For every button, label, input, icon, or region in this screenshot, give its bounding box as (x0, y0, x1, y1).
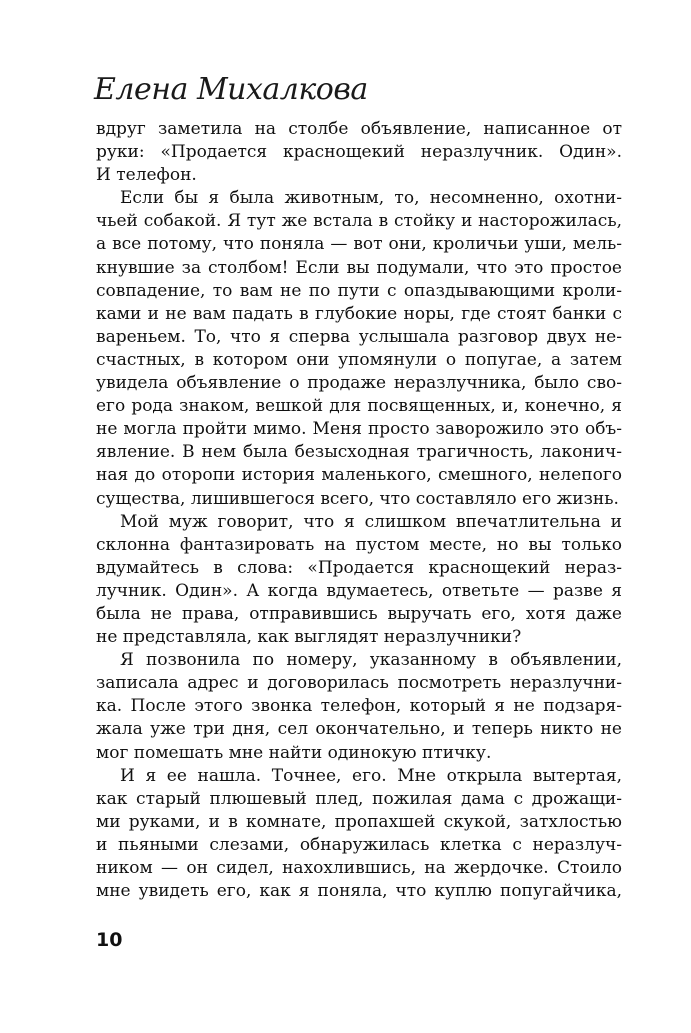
text-line: ная до оторопи история маленького, смешного, нелепого (96, 465, 622, 486)
text-line: а все потому, что поняла — вот они, кроличьи уши, мель- (96, 234, 622, 255)
text-line: склонна фантазировать на пустом месте, но вы только (96, 534, 622, 555)
text-line: существа, лишившегося всего, что составляло его жизнь. (96, 488, 619, 509)
text-line: Мой муж говорит, что я слишком впечатлительна и (120, 511, 622, 532)
text-line: счастных, в котором они упомянули о попугае, а затем (96, 349, 622, 370)
text-line: лучник. Один». А когда вдумаетесь, ответьте — разве я (96, 580, 622, 601)
text-line: мог помешать мне найти одинокую птичку. (96, 742, 492, 763)
text-line: вдумайтесь в слова: «Продается краснощекий нераз- (96, 557, 622, 578)
page-number: 10 (96, 929, 123, 951)
text-line: ми руками, и в комнате, пропахшей скукой, затхлостью (96, 811, 622, 832)
text-line: явление. В нем была безысходная трагичность, лаконич- (96, 442, 622, 463)
text-line: И телефон. (96, 165, 197, 186)
text-line: вдруг заметила на столбе объявление, написанное от (96, 119, 622, 139)
text-line: Я позвонила по номеру, указанному в объявлении, (120, 650, 622, 671)
author-name: Елена Михалкова (94, 72, 368, 107)
text-line: мне увидеть его, как я поняла, что куплю попугайчика, (96, 881, 622, 902)
text-line: вареньем. То, что я сперва услышала разговор двух не- (96, 326, 622, 347)
text-line: ками и не вам падать в глубокие норы, где стоят банки с (96, 303, 622, 324)
text-line: увидела объявление о продаже неразлучника, было сво- (96, 373, 622, 394)
text-line: руки: «Продается краснощекий неразлучник. Один». (96, 142, 622, 163)
text-line: записала адрес и договорилась посмотреть неразлучни- (96, 673, 622, 694)
body-text (96, 118, 622, 903)
text-line: не представляла, как выглядят неразлучники? (96, 627, 522, 648)
text-line: была не права, отправившись выручать его, хотя даже (96, 603, 622, 624)
text-line: как старый плюшевый плед, пожилая дама с дрожащи- (96, 788, 622, 809)
running-header (88, 62, 368, 118)
text-line: его рода знаком, вешкой для посвященных, и, конечно, я (96, 396, 622, 417)
text-line: и пьяными слезами, обнаружилась клетка с неразлуч- (96, 834, 622, 855)
text-line: не могла пройти мимо. Меня просто заворожило это объ- (96, 419, 622, 440)
text-line: совпадение, то вам не по пути с опаздывающими кроли- (96, 280, 622, 301)
text-line: чьей собакой. Я тут же встала в стойку и насторожилась, (96, 211, 622, 232)
text-line: жала уже три дня, сел окончательно, и теперь никто не (96, 719, 622, 740)
text-line: Если бы я была животным, то, несомненно, охотни- (120, 188, 622, 209)
text-line: кнувшие за столбом! Если вы подумали, что это простое (96, 257, 622, 278)
text-line: ка. После этого звонка телефон, который я не подзаря- (96, 696, 622, 717)
text-line: ником — он сидел, нахохлившись, на жердочке. Стоило (96, 858, 622, 878)
text-line: И я ее нашла. Точнее, его. Мне открыла вытертая, (120, 765, 622, 786)
